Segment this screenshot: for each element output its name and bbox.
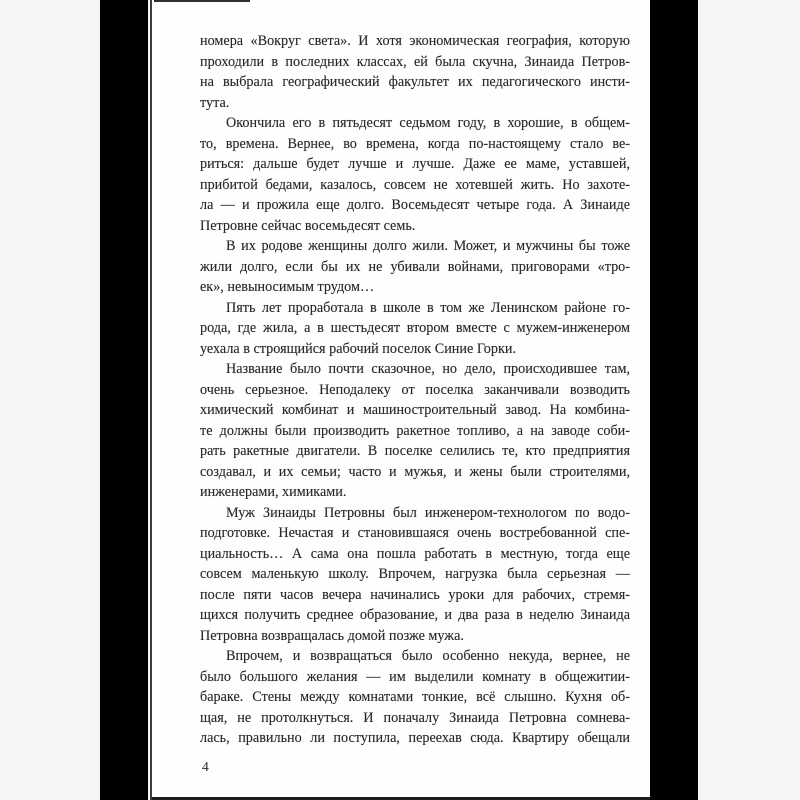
text-line: рать ракетные двигатели. В поселке селились те, кто предприятия bbox=[200, 443, 630, 459]
text-line: Муж Зинаиды Петровны был инженером-технологом по водо- bbox=[226, 504, 630, 521]
text-line: прибитой бедами, казалось, совсем не хотевшей жить. Но захоте- bbox=[200, 176, 630, 193]
left-scan-bar bbox=[100, 0, 148, 800]
right-scan-bar bbox=[650, 0, 698, 800]
text-line: щая, не протолкнуться. И поначалу Зинаида Петровна сомнева- bbox=[200, 709, 630, 726]
text-line: подготовке. Нечастая и становившаяся очень востребованной спе- bbox=[200, 525, 630, 541]
text-line: лась, правильно ли поступила, переехав сюда. Квартиру обещали bbox=[200, 730, 630, 746]
text-line: инженерами, химиками. bbox=[200, 484, 347, 500]
book-page bbox=[150, 0, 650, 800]
page-text-block bbox=[200, 31, 630, 749]
text-line: уехала в строящийся рабочий поселок Синие Горки. bbox=[200, 340, 516, 357]
text-line: риться: дальше будет лучше и лучше. Даже ее маме, уставшей, bbox=[200, 156, 630, 172]
text-line: после пяти часов вечера начинались уроки для рабочих, стремя- bbox=[200, 586, 630, 603]
text-line: тута. bbox=[200, 94, 230, 111]
text-line: на выбрала географический факультет их педагогического инсти- bbox=[200, 74, 630, 90]
text-line: ек», невыносимым трудом… bbox=[200, 279, 375, 295]
text-line: те должны были производить ракетное топливо, а на заводе соби- bbox=[200, 422, 630, 439]
text-line: проходили в последних классах, ей была скучна, Зинаида Петров- bbox=[200, 53, 630, 70]
text-line: создавал, и их семьи; часто и мужья, и жены были строителями, bbox=[200, 463, 630, 480]
text-line: Петровне сейчас восемьдесят семь. bbox=[200, 217, 416, 234]
text-line: жили долго, если бы их не убивали войнами, приговорами «тро- bbox=[200, 258, 630, 275]
text-line: бараке. Стены между комнатами тонкие, всё слышно. Кухня об- bbox=[200, 689, 630, 705]
text-line: Окончила его в пятьдесят седьмом году, в хорошие, в общем- bbox=[226, 115, 630, 131]
text-line: Название было почти сказочное, но дело, происходившее там, bbox=[226, 361, 630, 377]
text-line: Впрочем, и возвращаться было особенно некуда, вернее, не bbox=[226, 648, 630, 664]
page-number: 4 bbox=[202, 759, 209, 774]
text-line: щихся получить среднее образование, и два раза в неделю Зинаида bbox=[200, 607, 630, 623]
text-line: химический комбинат и машиностроительный завод. На комбина- bbox=[200, 402, 630, 418]
text-line: рода, где жила, а в шестьдесят втором вместе с мужем-инженером bbox=[200, 320, 630, 336]
text-line: В их родове женщины долго жили. Может, и мужчины бы тоже bbox=[226, 238, 630, 254]
text-line: то, времена. Вернее, во времена, когда по-настоящему стало ве- bbox=[200, 135, 630, 152]
text-line: Пять лет проработала в школе в том же Ленинском районе го- bbox=[226, 299, 630, 316]
page-top-edge-line bbox=[154, 0, 250, 2]
text-line: было большого желания — им выделили комнату в общежитии- bbox=[200, 668, 630, 685]
text-line: ла — и прожила еще долго. Восемьдесят четыре года. А Зинаиде bbox=[200, 197, 630, 213]
text-line: циальность… А сама она пошла работать в местную, тогда еще bbox=[200, 545, 630, 562]
text-line: совсем маленькую школу. Впрочем, нагрузка была серьезная — bbox=[200, 566, 630, 582]
text-line: Петровна возвращалась домой позже мужа. bbox=[200, 627, 464, 644]
text-line: номера «Вокруг света». И хотя экономическая география, которую bbox=[200, 33, 630, 49]
text-line: очень серьезное. Неподалеку от поселка заканчивали возводить bbox=[200, 381, 630, 398]
